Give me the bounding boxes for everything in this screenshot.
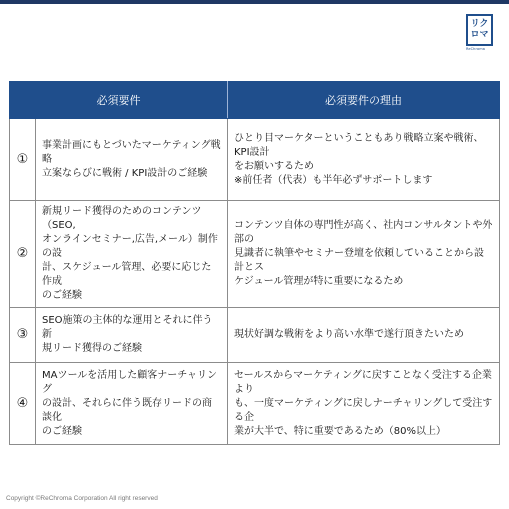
requirement-text: SEO施策の主体的な運用とそれに伴う新 規リード獲得のご経験 <box>42 315 213 354</box>
reason-cell <box>228 119 500 201</box>
requirement-text: 新規リード獲得のためのコンテンツ（SEO, オンラインセミナー,広告,メール）制作の設 計、スケジュール管理、必要に応じた作成 のご経験 <box>42 206 218 301</box>
requirements-table <box>9 81 500 445</box>
row-number: ② <box>10 201 36 308</box>
logo-line-2: ロマ <box>470 30 489 40</box>
reason-text: セールスからマーケティングに戻すことなく受注する企業より も、一度マーケティングに戻しナーチャリングして受注する企 業が大半で、特に重要であるため（80%以上） <box>234 369 493 437</box>
reason-cell <box>228 201 500 308</box>
reason-text: 現状好調な戦術をより高い水準で遂行頂きたいため <box>234 329 464 340</box>
row-number: ① <box>10 119 36 201</box>
table-row <box>10 363 500 445</box>
table-row <box>10 201 500 308</box>
reason-cell <box>228 363 500 445</box>
row-number: ④ <box>10 363 36 445</box>
requirement-cell <box>36 119 228 201</box>
header-requirement: 必須要件 <box>10 82 228 119</box>
logo-subtext: ReChroma <box>466 47 485 51</box>
requirement-cell <box>36 308 228 363</box>
reason-text: コンテンツ自体の専門性が高く、社内コンサルタントや外部の 見識者に執筆やセミナー登壇を依頼していることから設計とス ケジュール管理が特に重要になるため <box>234 220 493 287</box>
table-header-row <box>10 82 500 119</box>
company-logo <box>466 14 506 64</box>
requirement-text: MAツールを活用した顧客ナーチャリング の設計、それらに伴う既存リードの商談化 のご経験 <box>42 369 217 437</box>
row-number: ③ <box>10 308 36 363</box>
copyright-notice: Copyright ©ReChroma Corporation All right reserved <box>6 495 158 502</box>
requirement-cell <box>36 201 228 308</box>
reason-cell <box>228 308 500 363</box>
logo-line-1: リク <box>470 19 489 29</box>
requirement-text: 事業計画にもとづいたマーケティング戦略 立案ならびに戦術 / KPI設計のご経験 <box>42 139 221 179</box>
table-row <box>10 119 500 201</box>
top-rule <box>0 0 509 4</box>
header-reason: 必須要件の理由 <box>228 82 500 119</box>
logo-mark <box>466 14 493 46</box>
reason-text: ひとり目マーケターということもあり戦略立案や戦術、KPI設計 をお願いするため ※前任者（代表）も半年必ずサポートします <box>234 132 484 186</box>
requirement-cell <box>36 363 228 445</box>
table-row <box>10 308 500 363</box>
